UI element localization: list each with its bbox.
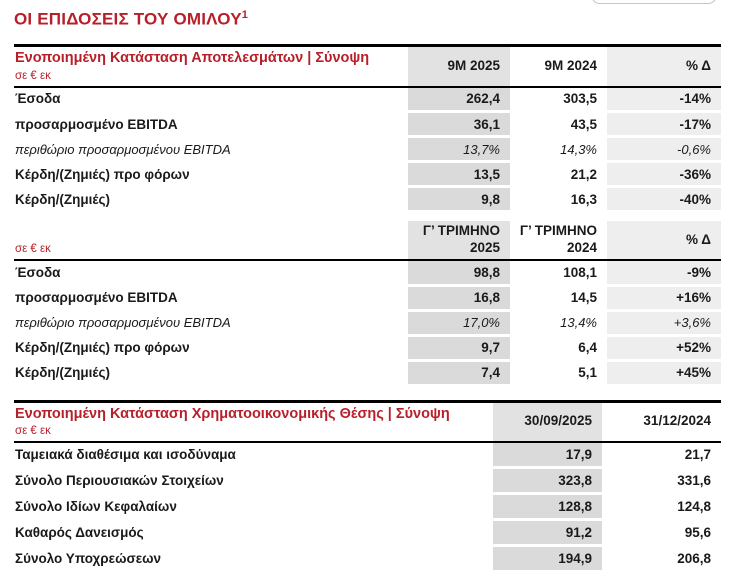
value-2024: 14,5 — [510, 285, 607, 310]
value-2025: 262,4 — [408, 87, 510, 112]
row-label: Κέρδη/(Ζημιές) προ φόρων — [14, 162, 408, 187]
page-title-footnote-marker: 1 — [241, 9, 249, 21]
value-2025: 323,8 — [493, 468, 602, 494]
income-table-unit: σε € εκ — [15, 69, 51, 82]
table-row-margin — [14, 310, 721, 335]
row-label: περιθώριο προσαρμοσμένου EBITDA — [14, 137, 408, 162]
row-label: Σύνολο Υποχρεώσεων — [14, 546, 493, 572]
value-2025: 9,8 — [408, 187, 510, 212]
row-label: Καθαρός Δανεισμός — [14, 520, 493, 546]
balance-table-header — [14, 402, 493, 442]
value-delta: -9% — [607, 260, 721, 285]
value-2025: 9,7 — [408, 335, 510, 360]
value-2024: 14,3% — [510, 137, 607, 162]
table-row — [14, 546, 721, 572]
value-2025: 13,7% — [408, 137, 510, 162]
quarter-table-unit: σε € εκ — [15, 243, 51, 255]
value-2024: 6,4 — [510, 335, 607, 360]
quarter-results-table — [14, 221, 721, 387]
value-2024: 331,6 — [602, 468, 721, 494]
value-2025: 128,8 — [493, 494, 602, 520]
col-header-30-09-2025: 30/09/2025 — [493, 402, 602, 442]
col-header-31-12-2024: 31/12/2024 — [602, 402, 721, 442]
value-delta: -40% — [607, 187, 721, 212]
cropped-rounded-outline — [591, 0, 717, 4]
row-label: Κέρδη/(Ζημιές) — [14, 360, 408, 385]
value-delta: +52% — [607, 335, 721, 360]
value-2025: 36,1 — [408, 112, 510, 137]
value-2024: 5,1 — [510, 360, 607, 385]
value-2025: 13,5 — [408, 162, 510, 187]
value-delta: +3,6% — [607, 310, 721, 335]
table-row — [14, 360, 721, 385]
income-table-header — [14, 46, 408, 87]
row-label: Κέρδη/(Ζημιές) προ φόρων — [14, 335, 408, 360]
income-header-row — [14, 46, 721, 87]
balance-header-row — [14, 402, 721, 442]
value-2024: 16,3 — [510, 187, 607, 212]
table-row — [14, 87, 721, 112]
page-title — [14, 9, 248, 30]
income-statement-table — [14, 44, 721, 213]
financial-position-table — [14, 400, 721, 573]
value-2025: 16,8 — [408, 285, 510, 310]
row-label: προσαρμοσμένο EBITDA — [14, 285, 408, 310]
row-label: προσαρμοσμένο EBITDA — [14, 112, 408, 137]
value-2024: 95,6 — [602, 520, 721, 546]
value-delta: -17% — [607, 112, 721, 137]
table-row — [14, 335, 721, 360]
value-2025: 194,9 — [493, 546, 602, 572]
value-2024: 21,7 — [602, 442, 721, 468]
quarter-header-row — [14, 221, 721, 260]
value-delta: -36% — [607, 162, 721, 187]
row-label: Έσοδα — [14, 260, 408, 285]
row-label: Σύνολο Περιουσιακών Στοιχείων — [14, 468, 493, 494]
row-label: Κέρδη/(Ζημιές) — [14, 187, 408, 212]
value-2025: 17,9 — [493, 442, 602, 468]
col-header-delta: % Δ — [607, 46, 721, 87]
value-delta: +16% — [607, 285, 721, 310]
table-row — [14, 187, 721, 212]
table-row — [14, 285, 721, 310]
table-row — [14, 468, 721, 494]
balance-table-unit: σε € εκ — [15, 424, 51, 437]
value-2025: 91,2 — [493, 520, 602, 546]
table-row-margin — [14, 137, 721, 162]
value-2025: 17,0% — [408, 310, 510, 335]
value-2025: 98,8 — [408, 260, 510, 285]
value-2024: 303,5 — [510, 87, 607, 112]
row-label: Σύνολο Ιδίων Κεφαλαίων — [14, 494, 493, 520]
table-row — [14, 520, 721, 546]
value-2024: 206,8 — [602, 546, 721, 572]
row-label: περιθώριο προσαρμοσμένου EBITDA — [14, 310, 408, 335]
value-delta: -0,6% — [607, 137, 721, 162]
table-row — [14, 162, 721, 187]
col-header-q3-2024: Γ’ ΤΡΙΜΗΝΟ 2024 — [510, 221, 607, 260]
value-delta: -14% — [607, 87, 721, 112]
table-row — [14, 260, 721, 285]
col-header-q3-2025: Γ’ ΤΡΙΜΗΝΟ 2025 — [408, 221, 510, 260]
col-header-9m-2025: 9M 2025 — [408, 46, 510, 87]
value-2024: 13,4% — [510, 310, 607, 335]
page-title-text: ΟΙ ΕΠΙΔΟΣΕΙΣ ΤΟΥ ΟΜΙΛΟΥ — [14, 9, 242, 29]
value-2025: 7,4 — [408, 360, 510, 385]
balance-table-title: Ενοποιημένη Κατάσταση Χρηματοοικονομικής Θέσης | Σύνοψη — [15, 406, 450, 422]
table-row — [14, 112, 721, 137]
row-label: Ταμειακά διαθέσιμα και ισοδύναμα — [14, 442, 493, 468]
col-header-9m-2024: 9M 2024 — [510, 46, 607, 87]
value-delta: +45% — [607, 360, 721, 385]
quarter-table-header — [14, 221, 408, 260]
value-2024: 21,2 — [510, 162, 607, 187]
table-row — [14, 494, 721, 520]
row-label: Έσοδα — [14, 87, 408, 112]
value-2024: 108,1 — [510, 260, 607, 285]
value-2024: 124,8 — [602, 494, 721, 520]
income-table-title: Ενοποιημένη Κατάσταση Αποτελεσμάτων | Σύνοψη — [15, 50, 370, 66]
value-2024: 43,5 — [510, 112, 607, 137]
table-row — [14, 442, 721, 468]
col-header-delta: % Δ — [607, 221, 721, 260]
